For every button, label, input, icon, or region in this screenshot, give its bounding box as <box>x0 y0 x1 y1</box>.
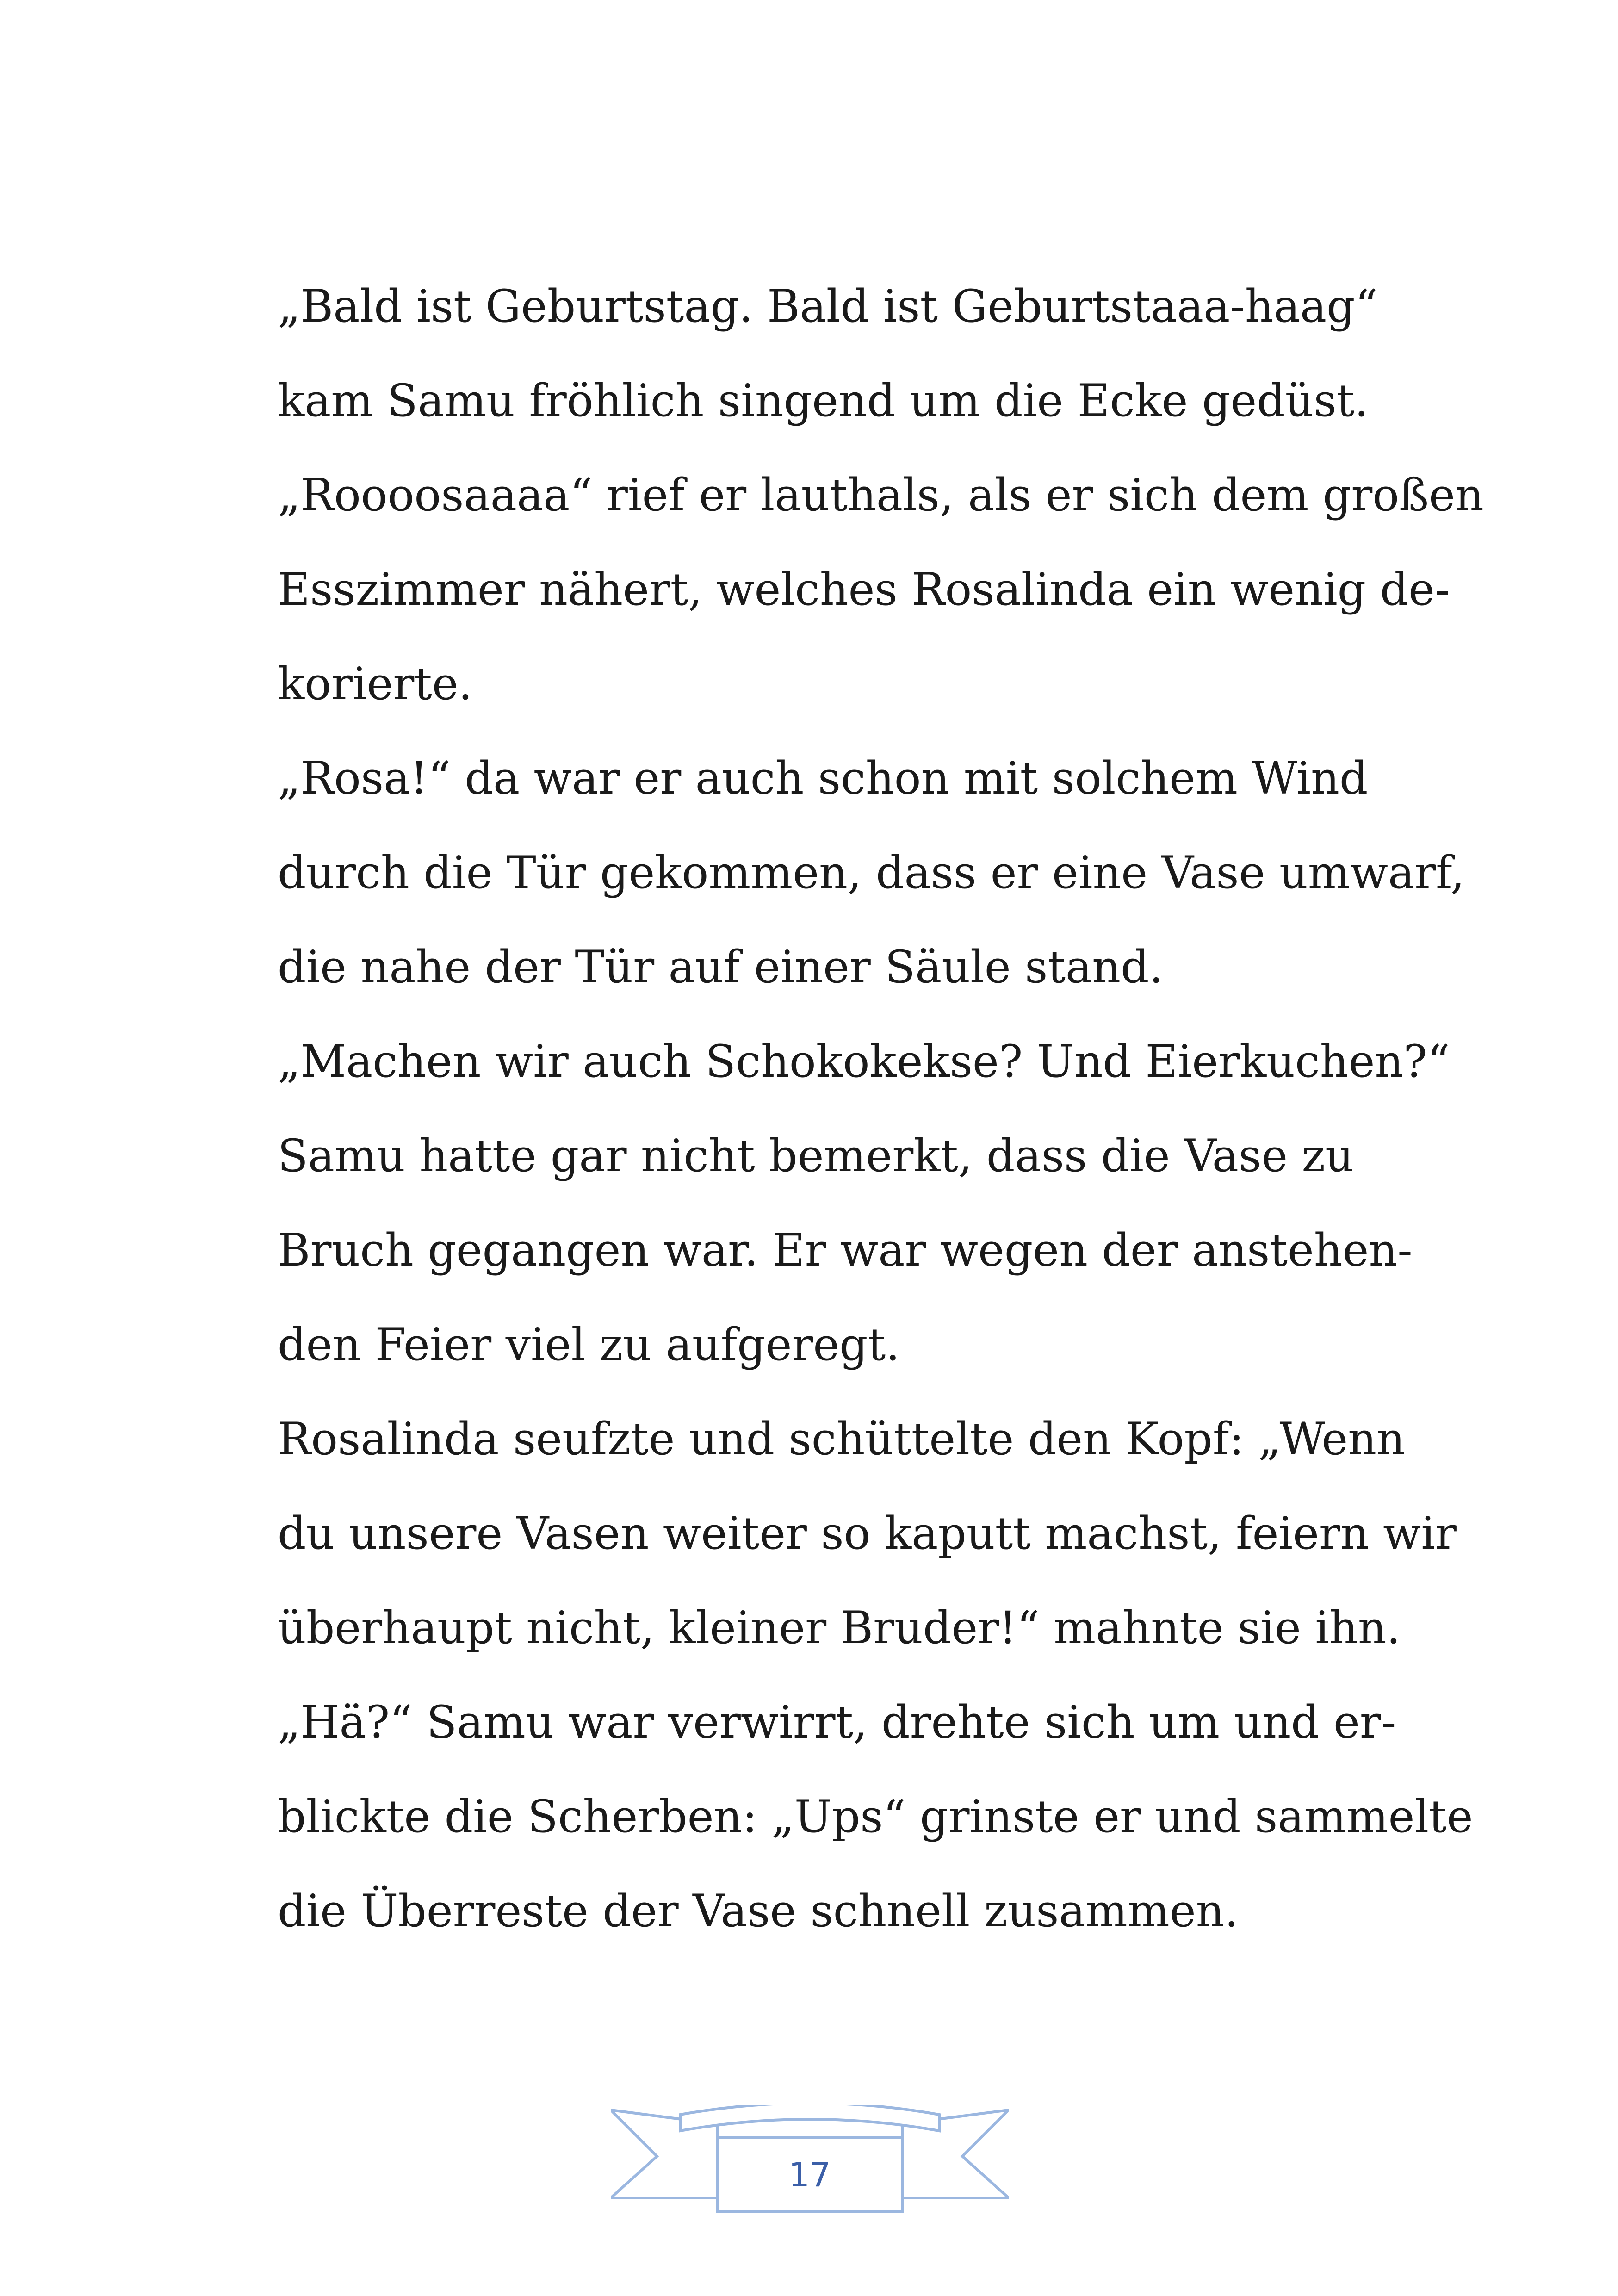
page-number: 17 <box>788 2155 831 2194</box>
text-line: kam Samu fröhlich singend um die Ecke gedüst. <box>278 375 1369 427</box>
text-line: korierte. <box>278 658 473 710</box>
text-line: „Hä?“ Samu war verwirrt, drehte sich um und er- <box>278 1696 1396 1748</box>
text-line: Bruch gegangen war. Er war wegen der anstehen- <box>278 1224 1413 1276</box>
text-line: blickte die Scherben: „Ups“ grinste er und sammelte <box>278 1791 1473 1843</box>
text-line: „Roooosaaaa“ rief er lauthals, als er sich dem großen <box>278 469 1484 521</box>
story-text <box>278 259 1484 1958</box>
text-line: „Machen wir auch Schokokekse? Und Eierkuchen?“ <box>278 1036 1450 1087</box>
text-line: die Überreste der Vase schnell zusammen. <box>278 1885 1239 1937</box>
text-line: „Bald ist Geburtstag. Bald ist Geburtstaaa-haag“ <box>278 280 1378 332</box>
text-line: Samu hatte gar nicht bemerkt, dass die Vase zu <box>278 1130 1354 1182</box>
text-line: die nahe der Tür auf einer Säule stand. <box>278 941 1164 993</box>
text-line: du unsere Vasen weiter so kaputt machst, feiern wir <box>278 1508 1457 1559</box>
text-line: überhaupt nicht, kleiner Bruder!“ mahnte sie ihn. <box>278 1602 1401 1654</box>
text-line: „Rosa!“ da war er auch schon mit solchem Wind <box>278 752 1368 804</box>
text-line: Rosalinda seufzte und schüttelte den Kopf: „Wenn <box>278 1413 1405 1465</box>
text-line: Esszimmer nähert, welches Rosalinda ein wenig de- <box>278 564 1450 615</box>
page-number-banner <box>611 2105 1009 2216</box>
text-line: den Feier viel zu aufgeregt. <box>278 1319 900 1371</box>
text-line: durch die Tür gekommen, dass er eine Vase umwarf, <box>278 847 1465 899</box>
